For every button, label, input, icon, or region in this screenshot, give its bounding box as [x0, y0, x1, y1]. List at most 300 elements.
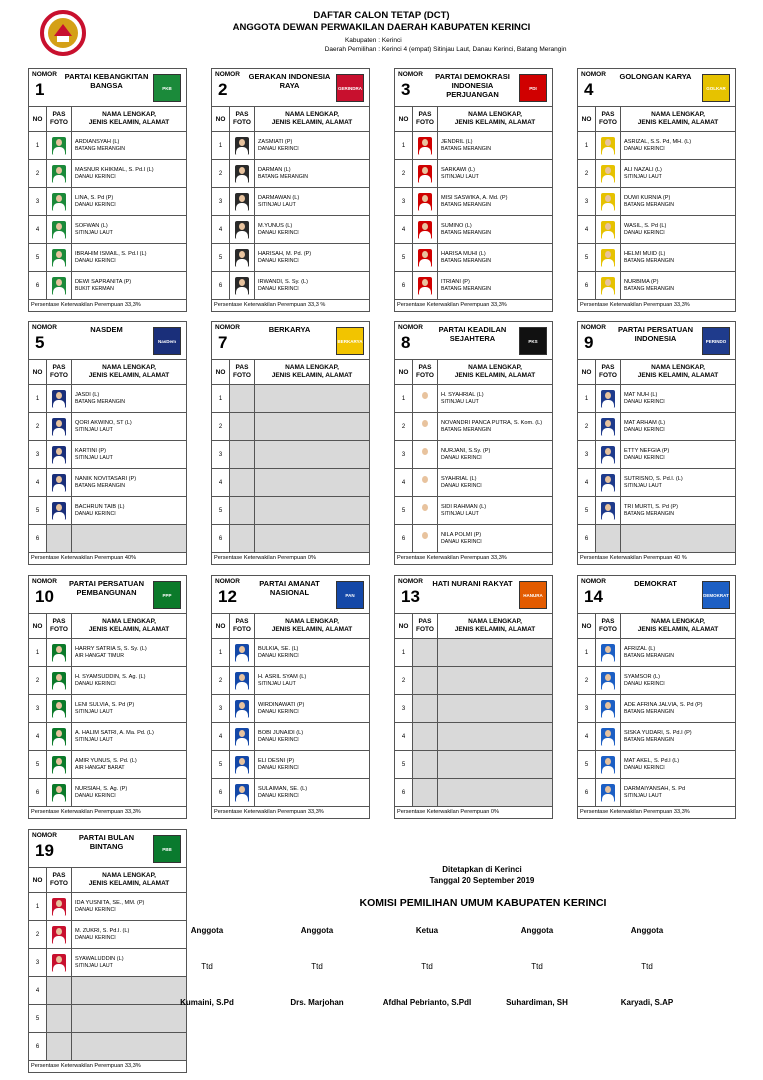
candidate-name: SUTRISNO, S. Pd.I. (L) [624, 475, 683, 482]
candidate-address: DANAU KERINCI [75, 934, 116, 941]
nomor-label: NOMOR [32, 324, 57, 331]
party-number: 12 [218, 587, 237, 606]
candidate-row: 3 SYAWALUDDIN (L) SITINJAU LAUT [29, 949, 186, 977]
candidate-address: DANAU KERINCI [75, 510, 116, 517]
empty-row: 2 [212, 413, 369, 441]
candidate-row: 4 BOBI JUNAIDI (L) DANAU KERINCI [212, 723, 369, 751]
candidate-photo [418, 418, 432, 436]
candidate-name: H. ASRIL SYAM (L) [258, 673, 307, 680]
party-logo-icon [153, 74, 181, 102]
candidate-name: DEWI SAPRANITA (P) [75, 278, 132, 285]
candidate-row: 3 LINA, S. Pd (P) DANAU KERINCI [29, 188, 186, 216]
candidate-name: BOBI JUNAIDI (L) [258, 729, 304, 736]
party-number: 5 [35, 333, 45, 352]
party-panel [577, 575, 736, 819]
komisi-title: KOMISI PEMILIHAN UMUM KABUPATEN KERINCI [359, 897, 607, 909]
party-header [578, 69, 735, 107]
candidate-photo [52, 502, 66, 520]
nomor-label: NOMOR [398, 324, 423, 331]
party-panel [211, 68, 370, 312]
candidate-row: 5 TRI MURTI, S. Pd (P) BATANG MERANGIN [578, 497, 735, 525]
candidate-photo [52, 249, 66, 267]
candidate-name: WASIL, S. Pd (L) [624, 222, 667, 229]
candidate-row: 1 ZASMIATI (P) DANAU KERINCI [212, 132, 369, 160]
party-number: 2 [218, 80, 228, 99]
candidate-row: 4 SUTRISNO, S. Pd.I. (L) SITINJAU LAUT [578, 469, 735, 497]
candidate-name: MAT NUH (L) [624, 391, 658, 398]
persentase-footer: Persentase Keterwakilan Perempuan 40 % [580, 555, 687, 561]
candidate-row: 5 IBRAHIM ISMAIL, S. Pd.I (L) DANAU KERINCI [29, 244, 186, 272]
party-logo-icon [336, 327, 364, 355]
candidate-photo [52, 898, 66, 916]
candidate-row: 6 ITRIANI (P) BATANG MERANGIN [395, 272, 552, 300]
candidate-address: DANAU KERINCI [624, 680, 665, 687]
persentase-footer: Persentase Keterwakilan Perempuan 33,3% [31, 1063, 141, 1069]
tanggal-text: Tanggal 20 September 2019 [429, 876, 535, 885]
candidate-name: DUWI KURNIA (P) [624, 194, 671, 201]
empty-row: 5 [212, 497, 369, 525]
candidate-row: 1 ARDIANSYAH (L) BATANG MERANGIN [29, 132, 186, 160]
party-header [578, 322, 735, 360]
candidate-address: DANAU KERINCI [258, 764, 299, 771]
empty-row: 1 [395, 639, 552, 667]
party-logo-text: GERINDRA [337, 85, 362, 91]
party-number: 10 [35, 587, 54, 606]
candidate-row: 4 SYAHRIAL (L) DANAU KERINCI [395, 469, 552, 497]
candidate-photo [52, 446, 66, 464]
candidate-address: AIR HANGAT BARAT [75, 764, 125, 771]
candidate-photo [601, 418, 615, 436]
party-panel [211, 321, 370, 565]
candidate-address: DANAU KERINCI [624, 454, 665, 461]
candidate-address: DANAU KERINCI [258, 229, 299, 236]
candidate-address: SITINJAU LAUT [75, 962, 113, 969]
empty-row: 6 [29, 525, 186, 553]
party-logo-icon [153, 581, 181, 609]
candidate-address: SITINJAU LAUT [441, 510, 479, 517]
candidate-name: SULAIMAN, SE. (L) [258, 785, 308, 792]
candidate-row: 3 DUWI KURNIA (P) BATANG MERANGIN [578, 188, 735, 216]
empty-row: 4 [395, 723, 552, 751]
candidate-row: 2 SARKAWI (L) SITINJAU LAUT [395, 160, 552, 188]
candidate-address: DANAU KERINCI [258, 708, 299, 715]
candidate-photo [52, 137, 66, 155]
candidate-photo [601, 756, 615, 774]
column-header: NO PAS FOTO NAMA LENGKAP, JENIS KELAMIN, ALAMAT [212, 360, 369, 385]
persentase-footer: Persentase Keterwakilan Perempuan 33,3 % [214, 302, 326, 308]
candidate-name: MISI SASWIKA, A. Md. (P) [441, 194, 508, 201]
candidate-photo [52, 756, 66, 774]
persentase-footer: Persentase Keterwakilan Perempuan 33,3% [580, 809, 690, 815]
signer-role: Anggota [520, 926, 554, 935]
candidate-row: 1 MAT NUH (L) DANAU KERINCI [578, 385, 735, 413]
candidate-name: MAT ARHAM (L) [624, 419, 666, 426]
candidate-photo [601, 446, 615, 464]
candidate-name: ETTY NEFGIA (P) [624, 447, 670, 454]
candidate-name: SARKAWI (L) [441, 166, 475, 173]
party-number: 7 [218, 333, 228, 352]
party-panel [577, 68, 736, 312]
party-logo-text: NasDem [157, 338, 176, 344]
column-header: NO PAS FOTO NAMA LENGKAP, JENIS KELAMIN, ALAMAT [578, 107, 735, 132]
party-panel [28, 321, 187, 565]
doc-title: DAFTAR CALON TETAP (DCT) [313, 10, 450, 21]
party-name: GOLONGAN KARYA [619, 72, 692, 81]
candidate-address: BATANG MERANGIN [624, 652, 674, 659]
candidate-name: ZASMIATI (P) [258, 138, 293, 145]
candidate-row: 5 SIDI RAHMAN (L) SITINJAU LAUT [395, 497, 552, 525]
party-header [395, 322, 552, 360]
candidate-address: AIR HANGAT TIMUR [75, 652, 124, 659]
party-header [29, 322, 186, 360]
candidate-row: 2 SYAMSOR (L) DANAU KERINCI [578, 667, 735, 695]
candidate-photo [235, 165, 249, 183]
candidate-photo [601, 700, 615, 718]
candidate-name: NURJANI, S.Sy. (P) [441, 447, 491, 454]
candidate-name: HARRY SATRIA S, S. Sy. (L) [75, 645, 147, 652]
candidate-address: BATANG MERANGIN [441, 201, 491, 208]
party-logo-icon [702, 581, 730, 609]
candidate-name: DARMAN (L) [258, 166, 291, 173]
nomor-label: NOMOR [398, 578, 423, 585]
candidate-name: ARDIANSYAH (L) [75, 138, 120, 145]
candidate-photo [418, 277, 432, 295]
candidate-address: SITINJAU LAUT [75, 708, 113, 715]
candidate-row: 6 SULAIMAN, SE. (L) DANAU KERINCI [212, 779, 369, 807]
party-number: 8 [401, 333, 411, 352]
party-name: PARTAI PERSATUAN PEMBANGUNAN [69, 579, 144, 597]
party-name: PARTAI BULAN BINTANG [78, 833, 135, 851]
candidate-name: AFRIZAL (L) [624, 645, 656, 652]
candidate-name: ADE AFRINA JALVIA, S. Pd (P) [624, 701, 703, 708]
party-name: GERAKAN INDONESIA RAYA [248, 72, 331, 90]
party-logo-icon [336, 74, 364, 102]
candidate-row: 5 ELI DESNI (P) DANAU KERINCI [212, 751, 369, 779]
candidate-address: BATANG MERANGIN [441, 285, 491, 292]
candidate-row: 5 BACHRUN TAIB (L) DANAU KERINCI [29, 497, 186, 525]
candidate-row: 2 QORI AKWINO, ST (L) SITINJAU LAUT [29, 413, 186, 441]
empty-row: 6 [29, 1033, 186, 1061]
nomor-label: NOMOR [581, 578, 606, 585]
candidate-name: H. SYAHRIAL (L) [441, 391, 484, 398]
persentase-footer: Persentase Keterwakilan Perempuan 33,3% [397, 555, 507, 561]
candidate-address: DANAU KERINCI [441, 538, 482, 545]
candidate-name: A. HALIM SATRI, A. Ma. Pd. (L) [75, 729, 154, 736]
candidate-name: MASNUR KHIKMAL, S. Pd.I (L) [75, 166, 154, 173]
candidate-name: DARMAIYANSAH, S. Pd [624, 785, 686, 792]
candidate-photo [418, 249, 432, 267]
empty-row: 1 [212, 385, 369, 413]
persentase-footer: Persentase Keterwakilan Perempuan 33,3% [397, 302, 507, 308]
candidate-address: BATANG MERANGIN [75, 398, 125, 405]
candidate-photo [52, 644, 66, 662]
candidate-photo [52, 926, 66, 944]
candidate-name: M.YUNUS (L) [258, 222, 293, 229]
column-header: NO PAS FOTO NAMA LENGKAP, JENIS KELAMIN, ALAMAT [29, 107, 186, 132]
nomor-label: NOMOR [215, 324, 240, 331]
candidate-row: 5 HARISAH, M. Pd. (P) DANAU KERINCI [212, 244, 369, 272]
candidate-name: H. SYAMSUDDIN, S. Ag. (L) [75, 673, 146, 680]
candidate-photo [235, 644, 249, 662]
candidate-name: JASDI (L) [75, 391, 100, 398]
candidate-row: 1 ASRIZAL, S.S. Pd, MH. (L) DANAU KERINCI [578, 132, 735, 160]
column-header: NO PAS FOTO NAMA LENGKAP, JENIS KELAMIN, ALAMAT [395, 614, 552, 639]
candidate-name: IBRAHIM ISMAIL, S. Pd.I (L) [75, 250, 147, 257]
party-panel [28, 68, 187, 312]
party-logo-text: HANURA [523, 592, 543, 598]
candidate-name: QORI AKWINO, ST (L) [75, 419, 132, 426]
candidate-name: HARISA MUHI (L) [441, 250, 486, 257]
candidate-address: DANAU KERINCI [75, 792, 116, 799]
candidate-address: SITINJAU LAUT [75, 736, 113, 743]
candidate-row: 3 LENI SULVIA, S. Pd (P) SITINJAU LAUT [29, 695, 186, 723]
candidate-row: 1 H. SYAHRIAL (L) SITINJAU LAUT [395, 385, 552, 413]
nomor-label: NOMOR [398, 71, 423, 78]
candidate-address: DANAU KERINCI [258, 285, 299, 292]
empty-row: 6 [212, 525, 369, 553]
candidate-name: SOFWAN (L) [75, 222, 108, 229]
candidate-name: SYAHRIAL (L) [441, 475, 477, 482]
candidate-address: BATANG MERANGIN [624, 257, 674, 264]
signer-ttd: Ttd [421, 962, 433, 971]
party-header [395, 69, 552, 107]
column-header: NO PAS FOTO NAMA LENGKAP, JENIS KELAMIN, ALAMAT [212, 107, 369, 132]
candidate-row: 2 H. ASRIL SYAM (L) SITINJAU LAUT [212, 667, 369, 695]
persentase-footer: Persentase Keterwakilan Perempuan 33,3% [31, 809, 141, 815]
candidate-photo [418, 193, 432, 211]
candidate-address: SITINJAU LAUT [624, 173, 662, 180]
candidate-address: SITINJAU LAUT [75, 229, 113, 236]
persentase-footer: Persentase Keterwakilan Perempuan 40% [31, 555, 137, 561]
candidate-name: TRI MURTI, S. Pd (P) [624, 503, 678, 510]
candidate-photo [52, 418, 66, 436]
nomor-label: NOMOR [581, 324, 606, 331]
nomor-label: NOMOR [32, 578, 57, 585]
party-number: 19 [35, 841, 54, 860]
column-header: NO PAS FOTO NAMA LENGKAP, JENIS KELAMIN, ALAMAT [395, 360, 552, 385]
candidate-row: 2 ALI NAZALI (L) SITINJAU LAUT [578, 160, 735, 188]
candidate-address: DANAU KERINCI [624, 764, 665, 771]
candidate-photo [601, 474, 615, 492]
candidate-row: 3 ETTY NEFGIA (P) DANAU KERINCI [578, 441, 735, 469]
candidate-name: IRWANDI, S. Sy. (L) [258, 278, 308, 285]
party-header [395, 576, 552, 614]
candidate-name: LENI SULVIA, S. Pd (P) [75, 701, 135, 708]
candidate-address: BATANG MERANGIN [441, 426, 491, 433]
signer-name: Kumaini, S.Pd [180, 998, 234, 1007]
candidate-address: SITINJAU LAUT [258, 201, 296, 208]
party-logo-icon [519, 327, 547, 355]
persentase-footer: Persentase Keterwakilan Perempuan 0% [397, 809, 500, 815]
column-header: NO PAS FOTO NAMA LENGKAP, JENIS KELAMIN, ALAMAT [395, 107, 552, 132]
party-logo-text: PPP [162, 592, 172, 598]
party-name: HATI NURANI RAKYAT [432, 579, 513, 588]
candidate-row: 3 DARMAWAN (L) SITINJAU LAUT [212, 188, 369, 216]
candidate-photo [52, 474, 66, 492]
candidate-address: DANAU KERINCI [258, 257, 299, 264]
persentase-footer: Persentase Keterwakilan Perempuan 33,3% [580, 302, 690, 308]
signer-role: Anggota [300, 926, 334, 935]
candidate-row: 5 MAT AKEL, S. Pd.I (L) DANAU KERINCI [578, 751, 735, 779]
candidate-photo [52, 784, 66, 802]
candidate-name: LINA, S. Pd (P) [75, 194, 114, 201]
candidate-photo [52, 277, 66, 295]
party-name: PARTAI AMANAT NASIONAL [259, 579, 320, 597]
persentase-footer: Persentase Keterwakilan Perempuan 33,3% [31, 302, 141, 308]
candidate-photo [418, 221, 432, 239]
persentase-footer: Persentase Keterwakilan Perempuan 33,3% [214, 809, 324, 815]
candidate-address: DANAU KERINCI [624, 398, 665, 405]
candidate-row: 4 M.YUNUS (L) DANAU KERINCI [212, 216, 369, 244]
empty-row: 5 [29, 1005, 186, 1033]
doc-subtitle: ANGGOTA DEWAN PERWAKILAN DAERAH KABUPATEN KERINCI [232, 22, 531, 33]
candidate-photo [601, 784, 615, 802]
candidate-address: SITINJAU LAUT [441, 398, 479, 405]
candidate-row: 6 NURBIMA (P) BATANG MERANGIN [578, 272, 735, 300]
party-name: PARTAI PERSATUAN INDONESIA [618, 325, 693, 343]
candidate-photo [52, 390, 66, 408]
candidate-row: 2 MASNUR KHIKMAL, S. Pd.I (L) DANAU KERINCI [29, 160, 186, 188]
column-header: NO PAS FOTO NAMA LENGKAP, JENIS KELAMIN, ALAMAT [29, 360, 186, 385]
candidate-photo [418, 530, 432, 548]
candidate-name: NANIK NOVITASARI (P) [75, 475, 137, 482]
candidate-row: 1 JASDI (L) BATANG MERANGIN [29, 385, 186, 413]
party-name: PARTAI KEBANGKITAN BANGSA [64, 72, 149, 90]
party-panel [28, 829, 187, 1073]
candidate-address: BATANG MERANGIN [441, 229, 491, 236]
empty-row: 6 [395, 779, 552, 807]
signer-ttd: Ttd [641, 962, 653, 971]
candidate-address: BATANG MERANGIN [624, 285, 674, 292]
candidate-photo [52, 672, 66, 690]
party-panel [28, 575, 187, 819]
candidate-address: DANAU KERINCI [624, 229, 665, 236]
candidate-name: ALI NAZALI (L) [624, 166, 662, 173]
candidate-address: BUKIT KERMAN [75, 285, 114, 292]
candidate-row: 6 DEWI SAPRANITA (P) BUKIT KERMAN [29, 272, 186, 300]
candidate-name: BACHRUN TAIB (L) [75, 503, 125, 510]
candidate-address: DANAU KERINCI [75, 201, 116, 208]
party-panel [394, 321, 553, 565]
candidate-address: BATANG MERANGIN [624, 510, 674, 517]
page-header [0, 0, 763, 62]
nomor-label: NOMOR [215, 578, 240, 585]
candidate-address: SITINJAU LAUT [258, 680, 296, 687]
candidate-row: 1 JENDRIL (L) BATANG MERANGIN [395, 132, 552, 160]
candidate-address: SITINJAU LAUT [441, 173, 479, 180]
persentase-footer: Persentase Keterwakilan Perempuan 0% [214, 555, 317, 561]
party-panel [211, 575, 370, 819]
candidate-name: ITRIANI (P) [441, 278, 470, 285]
party-panel [394, 68, 553, 312]
candidate-row: 6 IRWANDI, S. Sy. (L) DANAU KERINCI [212, 272, 369, 300]
party-logo-text: PKS [528, 338, 538, 344]
candidate-row: 2 H. SYAMSUDDIN, S. Ag. (L) DANAU KERINCI [29, 667, 186, 695]
empty-row: 5 [395, 751, 552, 779]
candidate-row: 6 DARMAIYANSAH, S. Pd SITINJAU LAUT [578, 779, 735, 807]
ditetapkan-text: Ditetapkan di Kerinci [442, 865, 522, 874]
candidate-address: DANAU KERINCI [75, 173, 116, 180]
candidate-name: SYAWALUDDIN (L) [75, 955, 124, 962]
candidate-photo [601, 390, 615, 408]
empty-row: 6 [578, 525, 735, 553]
candidate-photo [601, 193, 615, 211]
signer-ttd: Ttd [311, 962, 323, 971]
nomor-label: NOMOR [215, 71, 240, 78]
candidate-row: 2 MAT ARHAM (L) DANAU KERINCI [578, 413, 735, 441]
signer-name: Drs. Marjohan [290, 998, 344, 1007]
candidate-photo [235, 137, 249, 155]
candidate-address: DANAU KERINCI [441, 454, 482, 461]
party-logo-icon [153, 835, 181, 863]
candidate-photo [235, 221, 249, 239]
candidate-name: JENDRIL (L) [441, 138, 473, 145]
party-logo-text: PAN [345, 592, 355, 598]
candidate-name: SIDI RAHMAN (L) [441, 503, 487, 510]
candidate-row: 4 SISKA YUDARI, S. Pd.I (P) BATANG MERANGIN [578, 723, 735, 751]
party-header [29, 830, 186, 868]
candidate-row: 4 WASIL, S. Pd (L) DANAU KERINCI [578, 216, 735, 244]
candidate-address: DANAU KERINCI [258, 792, 299, 799]
candidate-name: WIRDINAWATI (P) [258, 701, 305, 708]
candidate-row: 3 ADE AFRINA JALVIA, S. Pd (P) BATANG MERANGIN [578, 695, 735, 723]
candidate-row: 1 IDA YUSNITA, SE., MM. (P) DANAU KERINCI [29, 893, 186, 921]
nomor-label: NOMOR [581, 71, 606, 78]
candidate-photo [601, 672, 615, 690]
party-logo-text: GOLKAR [706, 85, 726, 91]
candidate-address: BATANG MERANGIN [624, 736, 674, 743]
candidate-name: ASRIZAL, S.S. Pd, MH. (L) [624, 138, 692, 145]
party-header [212, 322, 369, 360]
candidate-row: 4 SOFWAN (L) SITINJAU LAUT [29, 216, 186, 244]
candidate-photo [418, 165, 432, 183]
party-number: 13 [401, 587, 420, 606]
empty-row: 4 [212, 469, 369, 497]
candidate-name: MAT AKEL, S. Pd.I (L) [624, 757, 680, 764]
column-header: NO PAS FOTO NAMA LENGKAP, JENIS KELAMIN, ALAMAT [29, 868, 186, 893]
party-logo-icon [153, 327, 181, 355]
candidate-photo [601, 165, 615, 183]
candidate-name: SUMINO (L) [441, 222, 472, 229]
candidate-name: IDA YUSNITA, SE., MM. (P) [75, 899, 145, 906]
signer-name: Suhardiman, SH [506, 998, 568, 1007]
candidate-photo [52, 193, 66, 211]
candidate-photo [235, 277, 249, 295]
candidate-photo [235, 700, 249, 718]
signer-name: Afdhal Pebrianto, S.PdI [382, 998, 472, 1007]
party-number: 14 [584, 587, 603, 606]
nomor-label: NOMOR [32, 71, 57, 78]
candidate-photo [235, 672, 249, 690]
party-header [29, 69, 186, 107]
candidate-row: 4 SUMINO (L) BATANG MERANGIN [395, 216, 552, 244]
candidate-name: NOVANDRI PANCA PUTRA, S. Kom. (L) [441, 419, 543, 426]
column-header: NO PAS FOTO NAMA LENGKAP, JENIS KELAMIN, ALAMAT [29, 614, 186, 639]
candidate-photo [601, 221, 615, 239]
candidate-photo [52, 728, 66, 746]
column-header: NO PAS FOTO NAMA LENGKAP, JENIS KELAMIN, ALAMAT [212, 614, 369, 639]
column-header: NO PAS FOTO NAMA LENGKAP, JENIS KELAMIN, ALAMAT [578, 360, 735, 385]
party-header [578, 576, 735, 614]
candidate-photo [418, 502, 432, 520]
candidate-photo [601, 137, 615, 155]
candidate-row: 1 HARRY SATRIA S, S. Sy. (L) AIR HANGAT TIMUR [29, 639, 186, 667]
candidate-row: 2 DARMAN (L) BATANG MERANGIN [212, 160, 369, 188]
candidate-address: DANAU KERINCI [624, 426, 665, 433]
candidate-photo [52, 954, 66, 972]
party-logo-text: PBB [162, 846, 172, 852]
candidate-address: SITINJAU LAUT [75, 426, 113, 433]
